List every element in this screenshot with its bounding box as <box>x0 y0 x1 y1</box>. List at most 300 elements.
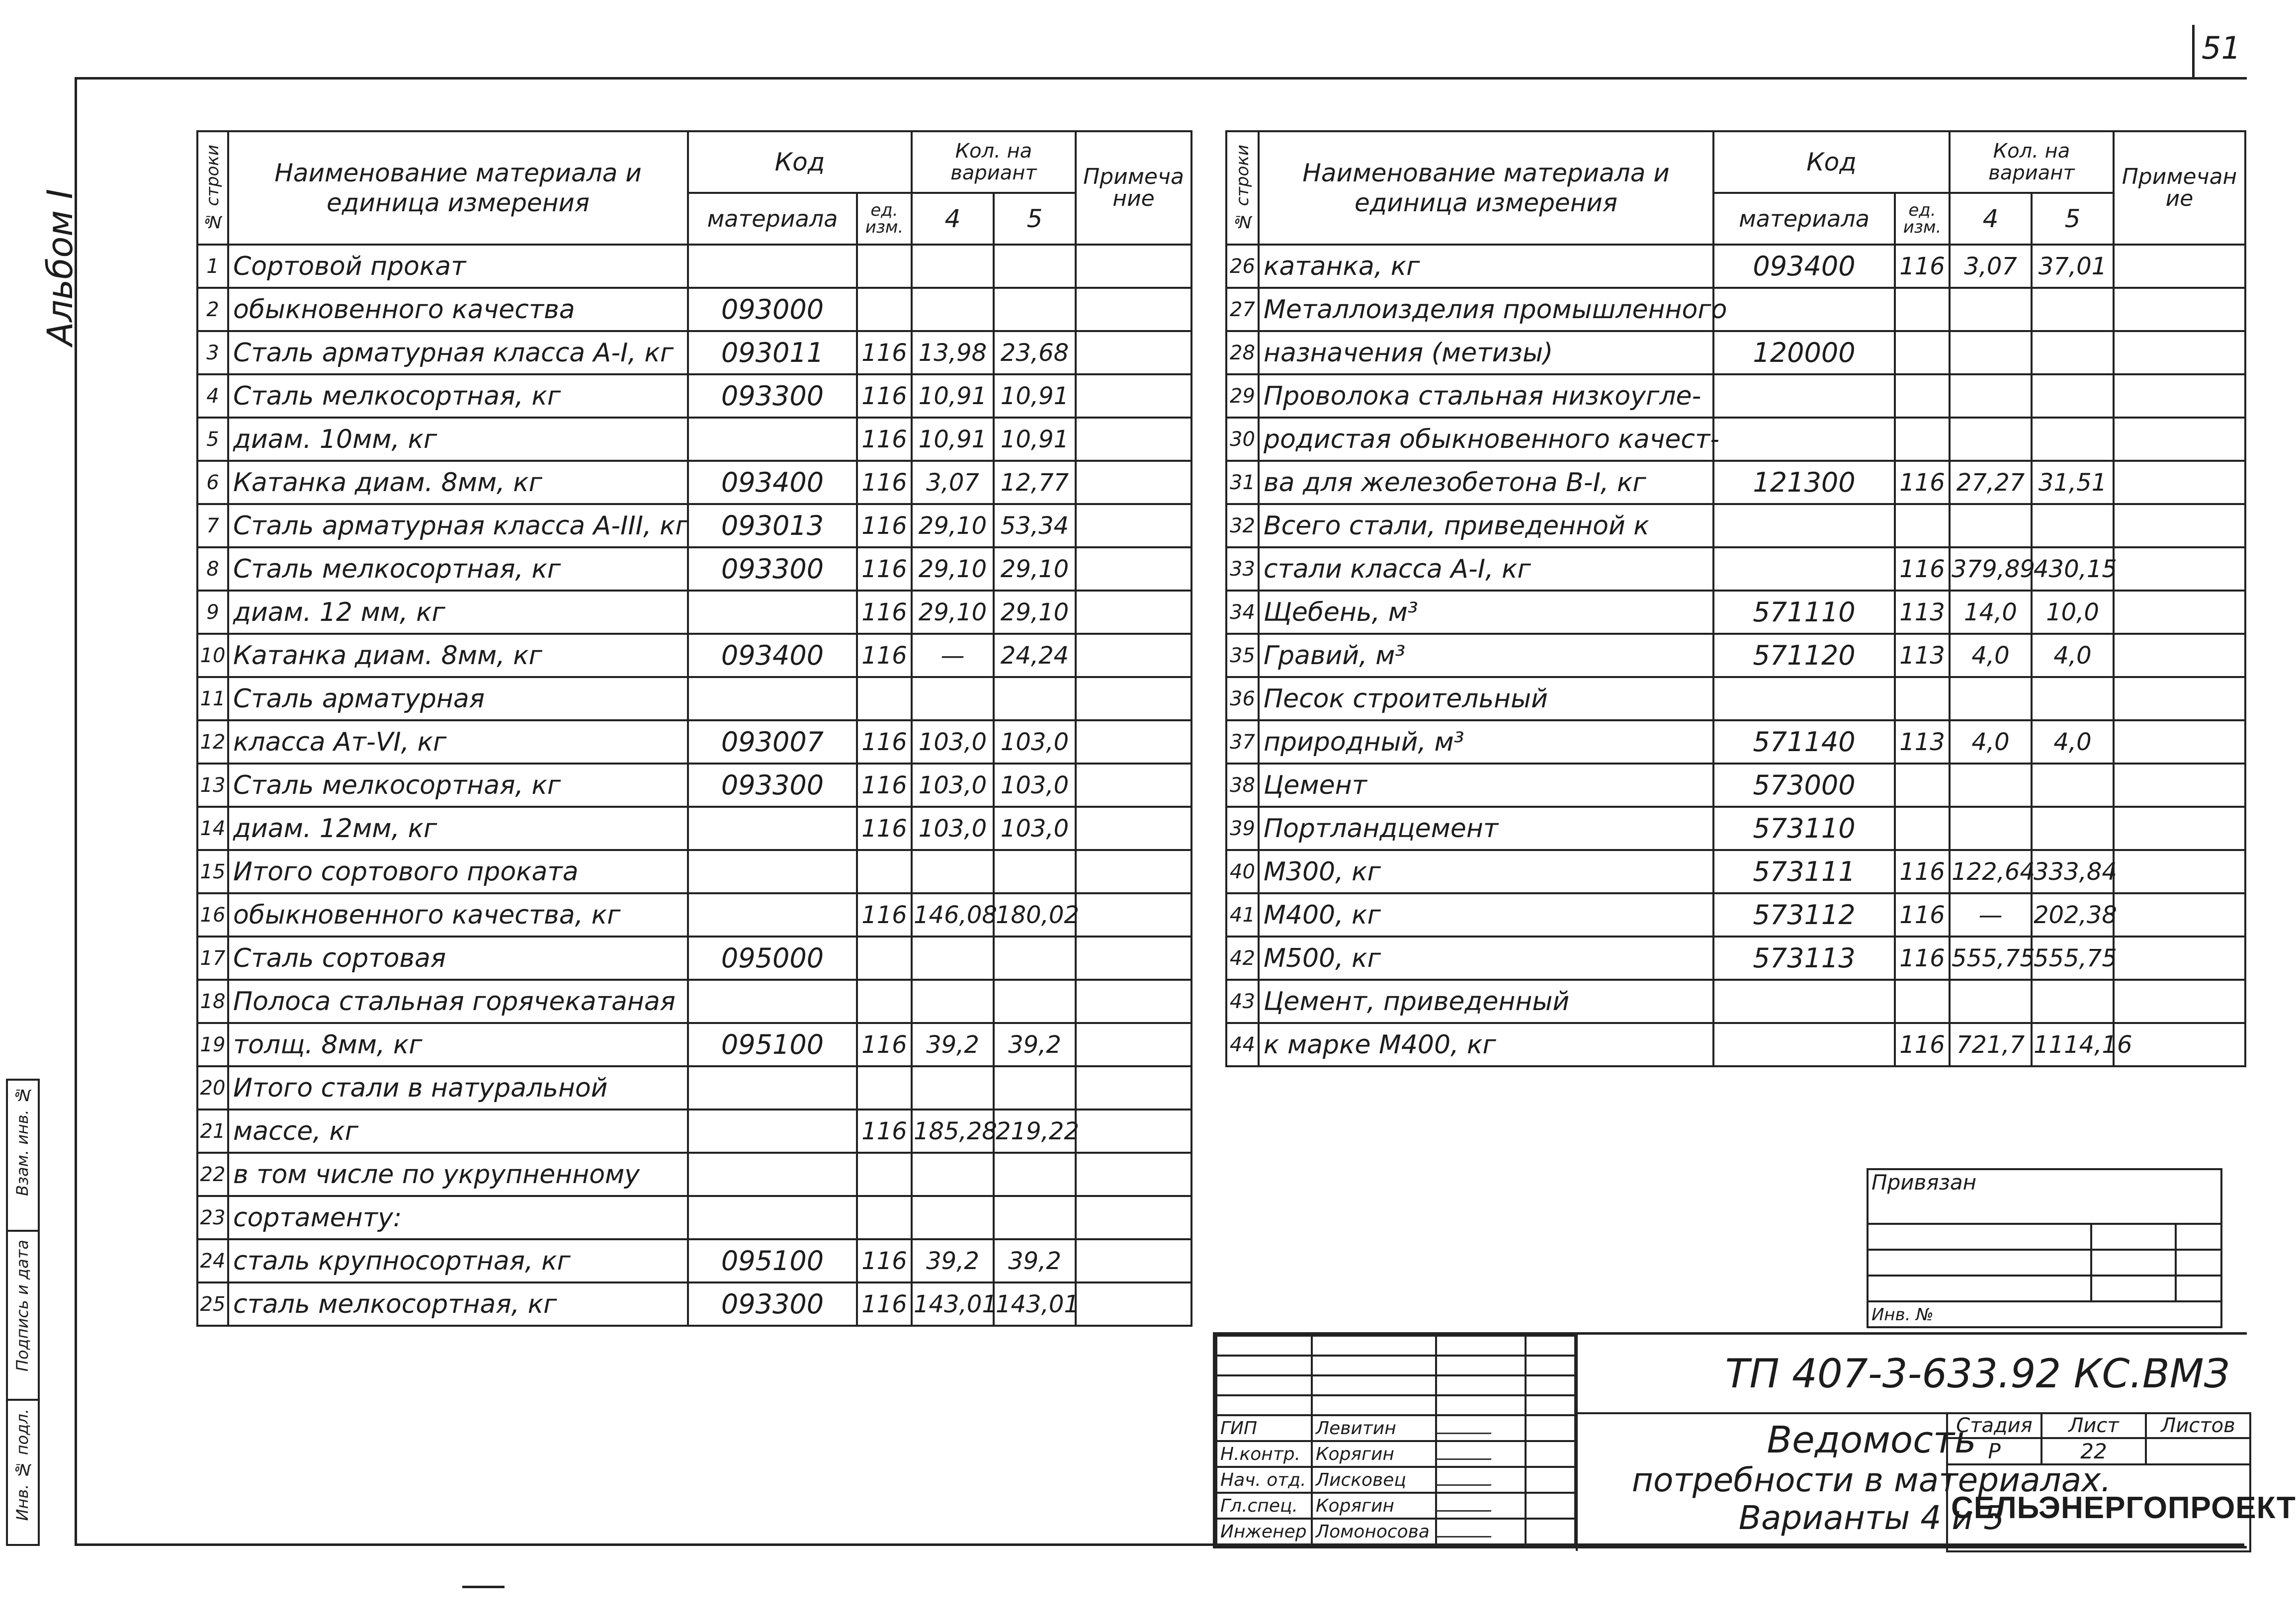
row-number: 26 <box>1226 245 1259 288</box>
unit-code <box>857 850 912 893</box>
organization: СЕЛЬЭНЕРГОПРОЕКТ <box>1951 1491 2296 1525</box>
row-number: 6 <box>197 461 228 504</box>
material-name: родистая обыкновенного качест- <box>1259 418 1713 461</box>
material-code: 121300 <box>1713 461 1895 504</box>
staff-signature <box>1436 1441 1526 1467</box>
row-number: 13 <box>197 764 228 807</box>
material-code: 093300 <box>688 374 857 418</box>
album-label: Альбом I <box>40 189 81 346</box>
qty-variant-5: 37,01 <box>2032 245 2114 288</box>
staff-date <box>1526 1519 1575 1544</box>
right-table-body <box>1226 245 2245 1066</box>
note <box>2114 937 2245 980</box>
right-header-rowno-cell <box>1226 131 1259 245</box>
binding-cell <box>1868 1276 2091 1301</box>
staff-empty-cell <box>1436 1336 1526 1356</box>
right-table-row <box>1226 547 2245 591</box>
material-code <box>688 591 857 634</box>
note <box>2114 245 2245 288</box>
unit-code: 116 <box>857 331 912 374</box>
staff-name: Ломоносова <box>1312 1519 1436 1544</box>
material-code: 093300 <box>688 1282 857 1326</box>
left-header-name <box>228 131 688 245</box>
row-number: 34 <box>1226 591 1259 634</box>
row-number: 16 <box>197 893 228 937</box>
unit-code <box>857 937 912 980</box>
side-stamp-cell-2 <box>8 1230 38 1401</box>
row-number: 11 <box>197 677 228 720</box>
row-number: 25 <box>197 1282 228 1326</box>
binding-label-cell <box>1868 1169 2221 1224</box>
unit-code: 116 <box>857 418 912 461</box>
row-number: 15 <box>197 850 228 893</box>
qty-variant-5: 103,0 <box>994 807 1076 850</box>
qty-variant-5: 143,01 <box>994 1282 1076 1326</box>
side-stamp-cell-1 <box>8 1081 38 1232</box>
qty-variant-4 <box>1950 374 2032 418</box>
qty-variant-5: 29,10 <box>994 547 1076 591</box>
stage-value: Р <box>1947 1438 2041 1464</box>
qty-variant-4 <box>912 245 994 288</box>
note <box>2114 893 2245 937</box>
qty-variant-5 <box>2032 980 2114 1023</box>
material-name: Гравий, м³ <box>1259 634 1713 677</box>
note <box>2114 677 2245 720</box>
note <box>1076 764 1191 807</box>
qty-variant-4 <box>1950 418 2032 461</box>
binding-cell <box>2176 1276 2221 1301</box>
material-code <box>688 677 857 720</box>
row-number: 32 <box>1226 504 1259 547</box>
row-number: 41 <box>1226 893 1259 937</box>
left-table-row <box>197 634 1191 677</box>
side-stamp-text-1: Взам. инв. № <box>13 1086 32 1196</box>
doc-title-line3: Варианты 4 и 5 <box>1738 1498 2005 1537</box>
row-number: 27 <box>1226 288 1259 331</box>
qty-variant-4 <box>912 980 994 1023</box>
staff-empty-cell <box>1312 1336 1436 1356</box>
left-header-rowno-cell <box>197 131 228 245</box>
unit-code <box>1895 288 1950 331</box>
staff-table-body <box>1216 1336 1575 1544</box>
left-header-code: Код <box>688 131 912 193</box>
left-table-row <box>197 1066 1191 1109</box>
left-materials-table <box>196 130 1192 1327</box>
staff-role: ГИП <box>1216 1415 1312 1441</box>
qty-variant-5: 10,0 <box>2032 591 2114 634</box>
left-table-row <box>197 980 1191 1023</box>
qty-variant-4: 4,0 <box>1950 720 2032 764</box>
qty-variant-4: 122,64 <box>1950 850 2032 893</box>
left-table-row <box>197 720 1191 764</box>
left-table-row <box>197 1153 1191 1196</box>
staff-date <box>1526 1415 1575 1441</box>
left-table-row <box>197 893 1191 937</box>
right-table-row <box>1226 374 2245 418</box>
row-number: 19 <box>197 1023 228 1066</box>
row-number: 37 <box>1226 720 1259 764</box>
right-table-row <box>1226 764 2245 807</box>
staff-empty-row <box>1216 1356 1575 1375</box>
material-code: 093300 <box>688 547 857 591</box>
unit-code: 116 <box>1895 547 1950 591</box>
right-header-note: Примечание <box>2114 131 2245 245</box>
qty-variant-5: 31,51 <box>2032 461 2114 504</box>
material-name: Катанка диам. 8мм, кг <box>228 461 688 504</box>
material-code <box>1713 288 1895 331</box>
left-table-row <box>197 504 1191 547</box>
qty-variant-4 <box>1950 331 2032 374</box>
qty-variant-5: 430,15 <box>2032 547 2114 591</box>
material-code: 095100 <box>688 1239 857 1282</box>
qty-variant-5 <box>994 850 1076 893</box>
staff-name: Корягин <box>1312 1441 1436 1467</box>
material-code <box>688 980 857 1023</box>
staff-empty-cell <box>1436 1375 1526 1395</box>
qty-variant-4: 29,10 <box>912 591 994 634</box>
row-number: 35 <box>1226 634 1259 677</box>
left-table-row <box>197 764 1191 807</box>
material-name: Цемент, приведенный <box>1259 980 1713 1023</box>
qty-variant-4: 3,07 <box>912 461 994 504</box>
qty-variant-5: 4,0 <box>2032 634 2114 677</box>
qty-variant-5: 202,38 <box>2032 893 2114 937</box>
unit-code <box>857 1196 912 1239</box>
qty-variant-5: 103,0 <box>994 720 1076 764</box>
note <box>1076 288 1191 331</box>
qty-variant-5: 53,34 <box>994 504 1076 547</box>
qty-variant-4: 39,2 <box>912 1239 994 1282</box>
note <box>1076 418 1191 461</box>
title-block <box>1213 1332 2296 1548</box>
right-table-row <box>1226 1023 2245 1066</box>
qty-variant-5 <box>994 245 1076 288</box>
note <box>2114 331 2245 374</box>
right-table-row <box>1226 720 2245 764</box>
qty-variant-4: 13,98 <box>912 331 994 374</box>
material-name: Катанка диам. 8мм, кг <box>228 634 688 677</box>
qty-variant-4 <box>912 937 994 980</box>
qty-variant-4: 10,91 <box>912 418 994 461</box>
left-table-row <box>197 677 1191 720</box>
left-header-rowno: № строки <box>203 144 223 232</box>
qty-variant-4: 103,0 <box>912 720 994 764</box>
staff-empty-cell <box>1436 1356 1526 1375</box>
qty-variant-4: 103,0 <box>912 764 994 807</box>
unit-code <box>1895 418 1950 461</box>
qty-variant-5: 39,2 <box>994 1023 1076 1066</box>
unit-code: 116 <box>857 1023 912 1066</box>
material-code: 571120 <box>1713 634 1895 677</box>
staff-empty-row <box>1216 1375 1575 1395</box>
right-header-code-unit: ед. изм. <box>1895 193 1950 245</box>
left-table-row <box>197 245 1191 288</box>
material-name: М400, кг <box>1259 893 1713 937</box>
left-header-code-unit: ед. изм. <box>857 193 912 245</box>
qty-variant-4: 29,10 <box>912 547 994 591</box>
side-stamp-text-3: Инв. № подл. <box>13 1409 32 1521</box>
right-table-row <box>1226 980 2245 1023</box>
row-number: 44 <box>1226 1023 1259 1066</box>
right-header-name-text: Наименование материала и единица измерения <box>1302 159 1670 217</box>
staff-signature <box>1436 1519 1526 1544</box>
right-table-row <box>1226 677 2245 720</box>
unit-code <box>857 288 912 331</box>
unit-code: 116 <box>857 461 912 504</box>
row-number: 42 <box>1226 937 1259 980</box>
unit-code <box>1895 807 1950 850</box>
unit-code <box>857 1153 912 1196</box>
qty-variant-4: — <box>912 634 994 677</box>
qty-variant-5: 12,77 <box>994 461 1076 504</box>
note <box>2114 1023 2245 1066</box>
right-table-row <box>1226 807 2245 850</box>
material-code: 093400 <box>1713 245 1895 288</box>
staff-empty-cell <box>1216 1375 1312 1395</box>
note <box>1076 461 1191 504</box>
qty-variant-5: 10,91 <box>994 418 1076 461</box>
note <box>2114 634 2245 677</box>
qty-variant-5: 23,68 <box>994 331 1076 374</box>
material-name: Сортовой прокат <box>228 245 688 288</box>
qty-variant-4: 146,08 <box>912 893 994 937</box>
material-code <box>1713 547 1895 591</box>
material-name: сталь крупносортная, кг <box>228 1239 688 1282</box>
binding-cell <box>2176 1250 2221 1276</box>
right-table-row <box>1226 504 2245 547</box>
material-name: Песок строительный <box>1259 677 1713 720</box>
material-code: 093013 <box>688 504 857 547</box>
row-number: 23 <box>197 1196 228 1239</box>
material-code <box>1713 374 1895 418</box>
staff-name: Левитин <box>1312 1415 1436 1441</box>
qty-variant-5 <box>2032 288 2114 331</box>
material-code <box>688 807 857 850</box>
row-number: 22 <box>197 1153 228 1196</box>
unit-code <box>1895 980 1950 1023</box>
row-number: 30 <box>1226 418 1259 461</box>
material-code: 093000 <box>688 288 857 331</box>
binding-cell <box>2091 1250 2176 1276</box>
unit-code: 113 <box>1895 591 1950 634</box>
note <box>1076 1196 1191 1239</box>
unit-code <box>857 245 912 288</box>
material-name: ва для железобетона В-I, кг <box>1259 461 1713 504</box>
material-code <box>688 850 857 893</box>
staff-row <box>1216 1493 1575 1519</box>
staff-name: Лисковец <box>1312 1467 1436 1493</box>
qty-variant-5: 29,10 <box>994 591 1076 634</box>
right-header-var4: 4 <box>1950 193 2032 245</box>
qty-variant-5 <box>2032 677 2114 720</box>
note <box>2114 504 2245 547</box>
qty-variant-5 <box>994 288 1076 331</box>
qty-variant-4 <box>1950 764 2032 807</box>
qty-variant-4 <box>912 677 994 720</box>
material-code <box>1713 418 1895 461</box>
row-number: 33 <box>1226 547 1259 591</box>
left-table-row <box>197 288 1191 331</box>
material-name: толщ. 8мм, кг <box>228 1023 688 1066</box>
material-code: 571110 <box>1713 591 1895 634</box>
row-number: 28 <box>1226 331 1259 374</box>
unit-code: 113 <box>1895 634 1950 677</box>
side-stamp-text-2: Подпись и дата <box>13 1240 32 1372</box>
qty-variant-4: — <box>1950 893 2032 937</box>
note <box>2114 980 2245 1023</box>
material-code: 573110 <box>1713 807 1895 850</box>
material-name: Цемент <box>1259 764 1713 807</box>
staff-empty-cell <box>1526 1395 1575 1415</box>
qty-variant-5 <box>2032 374 2114 418</box>
material-name: Сталь мелкосортная, кг <box>228 764 688 807</box>
material-code <box>1713 980 1895 1023</box>
unit-code <box>1895 374 1950 418</box>
row-number: 24 <box>197 1239 228 1282</box>
note <box>1076 1023 1191 1066</box>
note <box>2114 288 2245 331</box>
left-header-code-material: материала <box>688 193 857 245</box>
material-name: назначения (метизы) <box>1259 331 1713 374</box>
staff-empty-cell <box>1526 1336 1575 1356</box>
material-name: М500, кг <box>1259 937 1713 980</box>
unit-code: 116 <box>857 634 912 677</box>
row-number: 3 <box>197 331 228 374</box>
qty-variant-5: 24,24 <box>994 634 1076 677</box>
signature-mark <box>1436 1521 1498 1537</box>
note <box>1076 1153 1191 1196</box>
qty-variant-5: 180,02 <box>994 893 1076 937</box>
qty-variant-4: 14,0 <box>1950 591 2032 634</box>
row-number: 14 <box>197 807 228 850</box>
left-table-row <box>197 1282 1191 1326</box>
right-table-row <box>1226 591 2245 634</box>
note <box>1076 374 1191 418</box>
unit-code <box>857 980 912 1023</box>
material-name: диам. 12мм, кг <box>228 807 688 850</box>
left-table-row <box>197 591 1191 634</box>
staff-signature <box>1436 1415 1526 1441</box>
qty-variant-4 <box>1950 807 2032 850</box>
qty-variant-5: 555,75 <box>2032 937 2114 980</box>
binding-cell <box>1868 1250 2091 1276</box>
note <box>1076 591 1191 634</box>
note <box>1076 331 1191 374</box>
material-name: Сталь сортовая <box>228 937 688 980</box>
sheets-value <box>2146 1438 2250 1464</box>
qty-variant-5 <box>2032 504 2114 547</box>
right-table-row <box>1226 937 2245 980</box>
note <box>1076 1239 1191 1282</box>
staff-signature <box>1436 1467 1526 1493</box>
unit-code: 116 <box>1895 461 1950 504</box>
unit-code: 116 <box>1895 850 1950 893</box>
qty-variant-5 <box>994 1153 1076 1196</box>
note <box>2114 418 2245 461</box>
row-number: 10 <box>197 634 228 677</box>
material-code <box>688 418 857 461</box>
row-number: 8 <box>197 547 228 591</box>
qty-variant-4: 27,27 <box>1950 461 2032 504</box>
material-code <box>1713 1023 1895 1066</box>
qty-variant-4 <box>912 1196 994 1239</box>
material-name: Сталь арматурная <box>228 677 688 720</box>
unit-code: 116 <box>857 807 912 850</box>
qty-variant-4 <box>1950 980 2032 1023</box>
qty-variant-4: 4,0 <box>1950 634 2032 677</box>
row-number: 21 <box>197 1109 228 1153</box>
material-name: Щебень, м³ <box>1259 591 1713 634</box>
page-number-box <box>2192 25 2247 80</box>
unit-code: 116 <box>857 374 912 418</box>
material-code <box>688 1109 857 1153</box>
material-code: 573113 <box>1713 937 1895 980</box>
left-table-row <box>197 850 1191 893</box>
material-code: 093400 <box>688 461 857 504</box>
staff-name: Корягин <box>1312 1493 1436 1519</box>
staff-empty-cell <box>1216 1336 1312 1356</box>
staff-row <box>1216 1441 1575 1467</box>
material-code: 095000 <box>688 937 857 980</box>
note <box>2114 850 2245 893</box>
material-code: 573111 <box>1713 850 1895 893</box>
unit-code: 116 <box>1895 1023 1950 1066</box>
qty-variant-5 <box>994 1066 1076 1109</box>
material-name: Проволока стальная низкоугле- <box>1259 374 1713 418</box>
note <box>1076 850 1191 893</box>
right-table-row <box>1226 418 2245 461</box>
material-code: 095100 <box>688 1023 857 1066</box>
note <box>1076 677 1191 720</box>
right-table-row <box>1226 461 2245 504</box>
left-table-row <box>197 418 1191 461</box>
note <box>1076 245 1191 288</box>
row-number: 2 <box>197 288 228 331</box>
unit-code: 116 <box>857 1282 912 1326</box>
qty-variant-5 <box>994 1196 1076 1239</box>
qty-variant-5 <box>2032 418 2114 461</box>
note <box>1076 937 1191 980</box>
staff-empty-cell <box>1312 1375 1436 1395</box>
staff-role: Инженер <box>1216 1519 1312 1544</box>
note <box>2114 807 2245 850</box>
material-name: диам. 10мм, кг <box>228 418 688 461</box>
bottom-dash <box>462 1586 505 1588</box>
note <box>1076 807 1191 850</box>
material-name: М300, кг <box>1259 850 1713 893</box>
qty-variant-4: 29,10 <box>912 504 994 547</box>
row-number: 40 <box>1226 850 1259 893</box>
row-number: 12 <box>197 720 228 764</box>
binding-box <box>1867 1168 2222 1328</box>
stage-label: Стадия <box>1947 1413 2041 1438</box>
right-materials-table <box>1225 130 2246 1067</box>
binding-label: Привязан <box>1871 1170 1977 1194</box>
row-number: 4 <box>197 374 228 418</box>
qty-variant-4: 10,91 <box>912 374 994 418</box>
material-name: обыкновенного качества, кг <box>228 893 688 937</box>
material-name: Итого сортового проката <box>228 850 688 893</box>
unit-code <box>1895 331 1950 374</box>
material-name: диам. 12 мм, кг <box>228 591 688 634</box>
note <box>2114 720 2245 764</box>
right-header-qty: Кол. на вариант <box>1950 131 2114 193</box>
material-name: Сталь арматурная класса А-III, кг <box>228 504 688 547</box>
binding-inv-label: Инв. № <box>1871 1304 1934 1325</box>
staff-empty-cell <box>1216 1395 1312 1415</box>
unit-code: 116 <box>1895 937 1950 980</box>
row-number: 36 <box>1226 677 1259 720</box>
